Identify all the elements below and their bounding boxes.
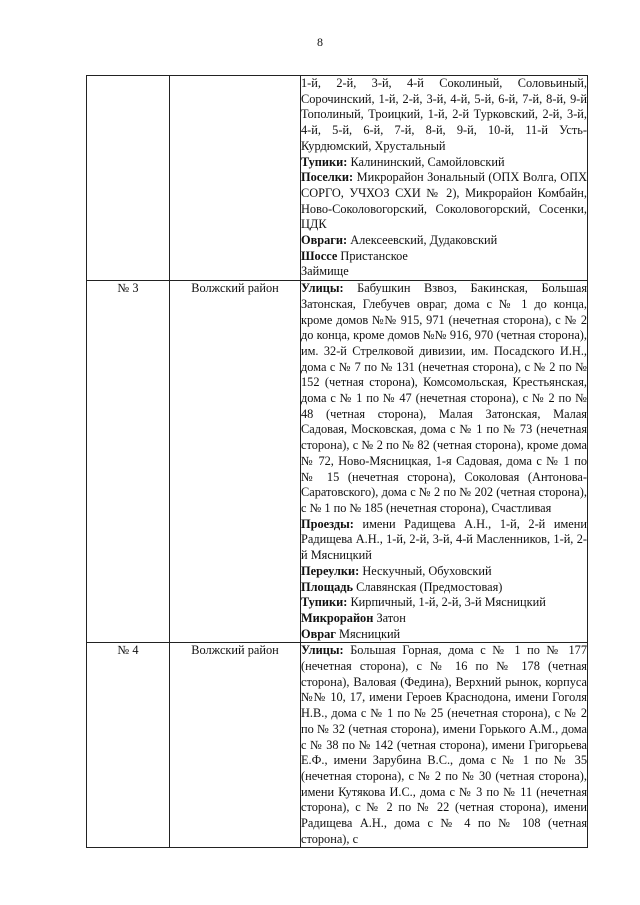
cell-number: № 4 [87, 643, 170, 848]
section-text: Кирпичный, 1-й, 2-й, 3-й Мясницкий [347, 595, 546, 610]
section-label: Улицы: [301, 643, 344, 658]
street-section [301, 611, 587, 627]
cell-district: Волжский район [170, 643, 301, 848]
street-section [301, 643, 587, 847]
table-row [87, 281, 588, 643]
section-label: Площадь [301, 579, 354, 594]
page-number: 8 [317, 35, 323, 49]
cell-streets [301, 76, 588, 281]
street-section [301, 249, 587, 265]
street-section [301, 595, 587, 611]
section-text: Калининский, Самойловский [347, 154, 505, 169]
street-section [301, 170, 587, 233]
section-text: Славянская (Предмостовая) [353, 579, 503, 594]
street-section [301, 580, 587, 596]
section-text: Микрорайон Зональный (ОПХ Волга, ОПХ СОРГО, УЧХОЗ СХИ № 2), Микрорайон Комбайн, Ново-Соколовогорский, Соколовогорский, Сосенки, ЦДК [301, 170, 587, 232]
section-text: Алексеевский, Дудаковский [347, 233, 498, 248]
street-section [301, 76, 587, 155]
street-section [301, 517, 587, 564]
street-section [301, 281, 587, 517]
table-row [87, 643, 588, 848]
cell-district [170, 76, 301, 281]
section-label: Переулки: [301, 563, 360, 578]
districts-table [86, 75, 588, 848]
section-text: 1-й, 2-й, 3-й, 4-й Соколиный, Соловьиный, Сорочинский, 1-й, 2-й, 3-й, 4-й, 5-й, 6-й, 7-й, 8-й, 9-й Тополиный, Троицкий, 1-й, 2-й Турковский, 2-й, 3-й, 4-й, 5-й, 6-й, 7-й, 8-й, 9-й, 10-й, 11-й Усть-Курдюмский, Хрустальный [301, 76, 587, 153]
cell-district: Волжский район [170, 281, 301, 643]
section-text: Нескучный, Обуховский [359, 563, 492, 578]
section-label: Шоссе [301, 248, 338, 263]
section-label: Тупики: [301, 595, 348, 610]
section-text: Мясницкий [335, 626, 401, 641]
street-section [301, 155, 587, 171]
table-row [87, 76, 588, 281]
cell-number: № 3 [87, 281, 170, 643]
cell-number [87, 76, 170, 281]
section-label: Микрорайон [301, 610, 374, 625]
street-section [301, 233, 587, 249]
section-text: имени Радищева А.Н., 1-й, 2-й имени Радищева А.Н., 1-й, 2-й, 3-й, 4-й Масленников, 1-й, 2-й Мясницкий [301, 516, 587, 563]
section-text: Пристанское [337, 248, 408, 263]
section-label: Овраги: [301, 233, 348, 248]
street-section [301, 264, 587, 280]
section-text: Затон [373, 610, 406, 625]
street-section [301, 627, 587, 643]
cell-streets [301, 281, 588, 643]
section-text: Большая Горная, дома с № 1 по № 177 (нечетная сторона), с № 16 по № 178 (четная сторона), Валовая (Федина), Верхний рынок, корпуса №№ 10, 17, имени Героев Краснодона, имени Гоголя Н.В., дома с № 1 по № 25 (нечетная сторона), с № 2 по № 32 (четная сторона), имени Горького А.М., дома с № 38 по № 142 (четная сторона), имени Григорьева Е.Ф., имени Зарубина В.С., дома с № 1 по № 35 (нечетная сторона), с № 2 по № 30 (четная сторона), имени Кутякова И.С., дома с № 3 по № 11 (нечетная сторона), с № 2 по № 22 (четная сторона), имени Радищева А.Н., дома с № 4 по № 108 (четная сторона), с [301, 643, 587, 846]
section-label: Тупики: [301, 154, 348, 169]
section-text: Бабушкин Взвоз, Бакинская, Большая Затонская, Глебучев овраг, дома с № 1 до конца, кроме домов №№ 915, 971 (нечетная сторона), с № 2 до конца, кроме домов №№ 916, 970 (четная сторона), им. 32-й Стрелковой дивизии, им. Посадского И.Н., дома с № 7 по № 131 (нечетная сторона), с № 2 по № 152 (четная сторона), Комсомольская, Крестьянская, дома с № 1 по № 47 (нечетная сторона), с № 2 по № 48 (четная сторона), Малая Затонская, Малая Садовая, Московская, дома с № 1 по № 73 (нечетная сторона), с № 2 по № 82 (четная сторона), кроме дома № 72, Ново-Мясницкая, 1-я Садовая, дома с № 1 по № 15 (нечетная сторона), Соколовая (Антонова-Саратовского), дома с № 2 по № 202 (четная сторона), с № 1 по № 185 (нечетная сторона), Счастливая [301, 281, 587, 515]
street-section [301, 564, 587, 580]
cell-streets [301, 643, 588, 848]
section-label: Проезды: [301, 516, 354, 531]
section-text: Займище [301, 264, 349, 279]
section-label: Овраг [301, 626, 336, 641]
section-label: Поселки: [301, 170, 354, 185]
section-label: Улицы: [301, 281, 344, 296]
